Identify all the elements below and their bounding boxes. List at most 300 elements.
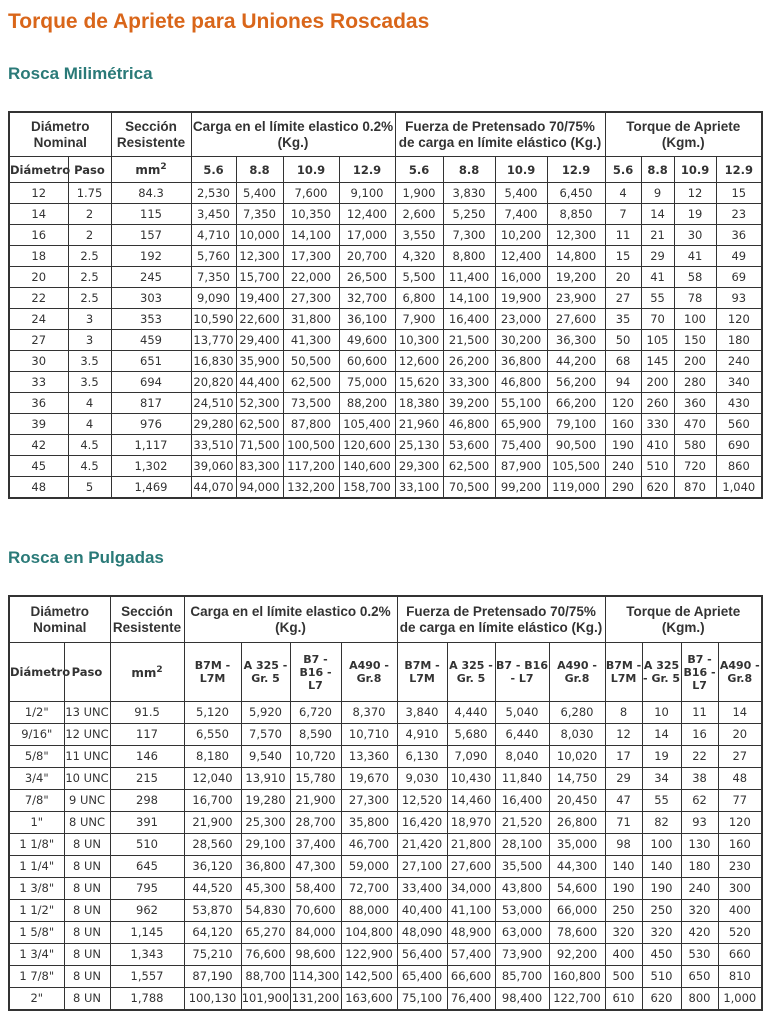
table-cell: 60,600 — [339, 351, 395, 372]
table-cell: 45 — [9, 456, 68, 477]
header-grade-preload-1: 5.6 — [395, 157, 443, 183]
table-cell: 240 — [605, 456, 641, 477]
table-cell: 690 — [716, 435, 762, 456]
table-cell: 31,800 — [283, 309, 339, 330]
table-cell: 29,280 — [191, 414, 236, 435]
table-cell: 19 — [642, 746, 681, 768]
table-cell: 17,300 — [283, 246, 339, 267]
table-cell: 5,250 — [443, 204, 495, 225]
table-cell: 8 UN — [64, 856, 110, 878]
table-cell: 1,343 — [110, 944, 184, 966]
table-cell: 1 1/2" — [9, 900, 64, 922]
table-cell: 44,070 — [191, 477, 236, 499]
table-row — [9, 246, 762, 267]
header-carga-limite: Carga en el límite elastico 0.2% (Kg.) — [191, 112, 395, 157]
table-cell: 140 — [642, 856, 681, 878]
table-cell: 200 — [674, 351, 716, 372]
table-cell: 1 1/4" — [9, 856, 64, 878]
table-cell: 29 — [641, 246, 674, 267]
header-fuerza-pretensado: Fuerza de Pretensado 70/75% de carga en límite elástico (Kg.) — [397, 596, 605, 643]
table-cell: 560 — [716, 414, 762, 435]
table-cell: 35,800 — [341, 812, 397, 834]
table-cell: 620 — [641, 477, 674, 499]
table-cell: 303 — [111, 288, 191, 309]
table-cell: 1 3/4" — [9, 944, 64, 966]
unit-label: mm — [135, 163, 161, 177]
unit-exponent: 2 — [160, 162, 167, 172]
table-cell: 26,500 — [339, 267, 395, 288]
table-cell: 88,000 — [341, 900, 397, 922]
table-cell: 100,130 — [184, 988, 241, 1011]
table-cell: 14,100 — [283, 225, 339, 246]
table-cell: 190 — [605, 878, 642, 900]
table-row — [9, 414, 762, 435]
table-cell: 20,820 — [191, 372, 236, 393]
table-cell: 50 — [605, 330, 641, 351]
table-cell: 36,300 — [547, 330, 605, 351]
table-cell: 46,700 — [341, 834, 397, 856]
table-cell: 14,100 — [443, 288, 495, 309]
table-cell: 43,800 — [495, 878, 549, 900]
table-cell: 245 — [111, 267, 191, 288]
table-cell: 400 — [718, 900, 762, 922]
table-row — [9, 834, 762, 856]
table-cell: 33,100 — [395, 477, 443, 499]
table-cell: 84,000 — [290, 922, 341, 944]
table-cell: 16,830 — [191, 351, 236, 372]
table-cell: 12 — [9, 183, 68, 204]
table-cell: 10,590 — [191, 309, 236, 330]
table-cell: 73,500 — [283, 393, 339, 414]
table-cell: 27,300 — [283, 288, 339, 309]
table-cell: 77 — [718, 790, 762, 812]
table-row — [9, 790, 762, 812]
table-cell: 94,000 — [236, 477, 283, 499]
header-grade-load-4: A490 - Gr.8 — [341, 643, 397, 702]
table-cell: 25,130 — [395, 435, 443, 456]
table-cell: 55 — [641, 288, 674, 309]
table-cell: 660 — [718, 944, 762, 966]
table-cell: 9,540 — [241, 746, 290, 768]
header-grade-preload-3: B7 - B16 - L7 — [495, 643, 549, 702]
table-cell: 2" — [9, 988, 64, 1011]
table-cell: 53,600 — [443, 435, 495, 456]
table-cell: 6,450 — [547, 183, 605, 204]
table-cell: 459 — [111, 330, 191, 351]
table-cell: 8,850 — [547, 204, 605, 225]
table-cell: 120 — [718, 812, 762, 834]
table-cell: 3 — [68, 309, 111, 330]
table-cell: 66,000 — [549, 900, 605, 922]
table-row — [9, 435, 762, 456]
header-torque-apriete: Torque de Apriete (Kgm.) — [605, 112, 762, 157]
table-cell: 104,800 — [341, 922, 397, 944]
table-cell: 12,300 — [236, 246, 283, 267]
table-cell: 163,600 — [341, 988, 397, 1011]
table-cell: 29,100 — [241, 834, 290, 856]
table-cell: 20 — [9, 267, 68, 288]
table-cell: 16,420 — [397, 812, 447, 834]
header-grade-load-2: 8.8 — [236, 157, 283, 183]
table-cell: 76,600 — [241, 944, 290, 966]
table-cell: 330 — [641, 414, 674, 435]
table-cell: 260 — [641, 393, 674, 414]
table-cell: 44,200 — [547, 351, 605, 372]
table-cell: 1/2" — [9, 702, 64, 724]
table-cell: 18,380 — [395, 393, 443, 414]
table-cell: 44,300 — [549, 856, 605, 878]
table-cell: 5,120 — [184, 702, 241, 724]
table-cell: 180 — [716, 330, 762, 351]
inch-section-title: Rosca en Pulgadas — [8, 548, 164, 567]
table-cell: 27 — [605, 288, 641, 309]
table-cell: 21,500 — [443, 330, 495, 351]
table-cell: 15,620 — [395, 372, 443, 393]
header-grade-load-2: A 325 - Gr. 5 — [241, 643, 290, 702]
table-cell: 53,000 — [495, 900, 549, 922]
table-cell: 85,700 — [495, 966, 549, 988]
table-cell: 11,400 — [443, 267, 495, 288]
table-cell: 49,600 — [339, 330, 395, 351]
header-grade-torque-4: A490 - Gr.8 — [718, 643, 762, 702]
table-cell: 93 — [716, 288, 762, 309]
header-grade-load-1: 5.6 — [191, 157, 236, 183]
table-cell: 7,350 — [191, 267, 236, 288]
table-cell: 78 — [674, 288, 716, 309]
table-cell: 75,210 — [184, 944, 241, 966]
table-cell: 142,500 — [341, 966, 397, 988]
table-cell: 7,400 — [495, 204, 547, 225]
table-row — [9, 812, 762, 834]
table-cell: 35 — [605, 309, 641, 330]
table-cell: 580 — [674, 435, 716, 456]
table-cell: 48 — [718, 768, 762, 790]
table-cell: 119,000 — [547, 477, 605, 499]
table-cell: 19,670 — [341, 768, 397, 790]
table-cell: 48,090 — [397, 922, 447, 944]
table-cell: 39,200 — [443, 393, 495, 414]
table-cell: 5 — [68, 477, 111, 499]
table-cell: 39 — [9, 414, 68, 435]
table-cell: 5,400 — [236, 183, 283, 204]
table-cell: 35,500 — [495, 856, 549, 878]
table-cell: 10,430 — [447, 768, 495, 790]
table-cell: 298 — [110, 790, 184, 812]
table-cell: 860 — [716, 456, 762, 477]
table-cell: 100 — [674, 309, 716, 330]
header-diametro: Diámetro — [9, 643, 64, 702]
table-cell: 11,840 — [495, 768, 549, 790]
table-row — [9, 900, 762, 922]
table-cell: 71,500 — [236, 435, 283, 456]
table-cell: 8,180 — [184, 746, 241, 768]
table-cell: 29,400 — [236, 330, 283, 351]
table-cell: 130 — [681, 834, 718, 856]
inch-table-body — [9, 702, 762, 1011]
table-cell: 190 — [642, 878, 681, 900]
table-cell: 58 — [674, 267, 716, 288]
header-grade-preload-2: 8.8 — [443, 157, 495, 183]
table-cell: 22,600 — [236, 309, 283, 330]
table-cell: 33,300 — [443, 372, 495, 393]
table-row — [9, 225, 762, 246]
table-cell: 36,100 — [339, 309, 395, 330]
table-cell: 650 — [681, 966, 718, 988]
table-cell: 9,100 — [339, 183, 395, 204]
table-cell: 41,300 — [283, 330, 339, 351]
table-cell: 290 — [605, 477, 641, 499]
table-cell: 4 — [605, 183, 641, 204]
table-cell: 92,200 — [549, 944, 605, 966]
table-cell: 8 UN — [64, 834, 110, 856]
header-fuerza-pretensado: Fuerza de Pretensado 70/75% de carga en límite elástico (Kg.) — [395, 112, 605, 157]
table-cell: 470 — [674, 414, 716, 435]
table-cell: 20,700 — [339, 246, 395, 267]
table-cell: 230 — [718, 856, 762, 878]
table-cell: 158,700 — [339, 477, 395, 499]
table-cell: 79,100 — [547, 414, 605, 435]
page-title: Torque de Apriete para Uniones Roscadas — [8, 10, 430, 33]
table-row — [9, 966, 762, 988]
table-cell: 20 — [605, 267, 641, 288]
table-cell: 24 — [9, 309, 68, 330]
table-cell: 200 — [641, 372, 674, 393]
table-cell: 976 — [111, 414, 191, 435]
table-cell: 58,400 — [290, 878, 341, 900]
header-mm2 — [110, 643, 184, 702]
table-cell: 11 UNC — [64, 746, 110, 768]
table-cell: 19,900 — [495, 288, 547, 309]
table-cell: 75,000 — [339, 372, 395, 393]
table-cell: 9,090 — [191, 288, 236, 309]
table-cell: 65,900 — [495, 414, 547, 435]
header-grade-preload-3: 10.9 — [495, 157, 547, 183]
header-grade-preload-2: A 325 - Gr. 5 — [447, 643, 495, 702]
table-cell: 400 — [605, 944, 642, 966]
table-cell: 4,710 — [191, 225, 236, 246]
table-cell: 10 UNC — [64, 768, 110, 790]
table-cell: 8,040 — [495, 746, 549, 768]
table-cell: 76,400 — [447, 988, 495, 1011]
table-cell: 6,280 — [549, 702, 605, 724]
table-cell: 146 — [110, 746, 184, 768]
table-cell: 88,700 — [241, 966, 290, 988]
table-cell: 66,600 — [447, 966, 495, 988]
table-cell: 19,200 — [547, 267, 605, 288]
table-cell: 240 — [681, 878, 718, 900]
header-grade-torque-3: B7 - B16 - L7 — [681, 643, 718, 702]
table-cell: 2,600 — [395, 204, 443, 225]
table-row — [9, 393, 762, 414]
table-cell: 870 — [674, 477, 716, 499]
table-cell: 1,302 — [111, 456, 191, 477]
table-cell: 12 — [674, 183, 716, 204]
table-cell: 21,960 — [395, 414, 443, 435]
table-cell: 93 — [681, 812, 718, 834]
table-cell: 8 UNC — [64, 812, 110, 834]
header-seccion-resistente: Sección Resistente — [110, 596, 184, 643]
table-cell: 180 — [681, 856, 718, 878]
table-cell: 10,300 — [395, 330, 443, 351]
table-cell: 1 1/8" — [9, 834, 64, 856]
table-cell: 11 — [605, 225, 641, 246]
table-cell: 1,145 — [110, 922, 184, 944]
table-cell: 13,360 — [341, 746, 397, 768]
table-cell: 145 — [641, 351, 674, 372]
table-cell: 510 — [110, 834, 184, 856]
table-cell: 88,200 — [339, 393, 395, 414]
header-diametro-nominal: Diámetro Nominal — [9, 112, 111, 157]
table-cell: 215 — [110, 768, 184, 790]
table-cell: 10,020 — [549, 746, 605, 768]
table-cell: 410 — [641, 435, 674, 456]
table-cell: 50,500 — [283, 351, 339, 372]
table-row — [9, 944, 762, 966]
table-cell: 2.5 — [68, 246, 111, 267]
table-cell: 4.5 — [68, 435, 111, 456]
table-cell: 57,400 — [447, 944, 495, 966]
table-cell: 1 7/8" — [9, 966, 64, 988]
table-cell: 62,500 — [443, 456, 495, 477]
table-cell: 34,000 — [447, 878, 495, 900]
table-cell: 24,510 — [191, 393, 236, 414]
table-cell: 87,190 — [184, 966, 241, 988]
table-cell: 105 — [641, 330, 674, 351]
table-cell: 33 — [9, 372, 68, 393]
table-cell: 150 — [674, 330, 716, 351]
metric-section-title: Rosca Milimétrica — [8, 64, 153, 83]
table-cell: 2.5 — [68, 267, 111, 288]
table-cell: 36,120 — [184, 856, 241, 878]
table-cell: 2,530 — [191, 183, 236, 204]
table-row — [9, 267, 762, 288]
table-cell: 29 — [605, 768, 642, 790]
table-cell: 10,720 — [290, 746, 341, 768]
table-cell: 100,500 — [283, 435, 339, 456]
table-cell: 7,570 — [241, 724, 290, 746]
table-cell: 9,030 — [397, 768, 447, 790]
table-cell: 11 — [681, 702, 718, 724]
table-cell: 6,720 — [290, 702, 341, 724]
table-cell: 19,280 — [241, 790, 290, 812]
table-cell: 72,700 — [341, 878, 397, 900]
table-cell: 5,760 — [191, 246, 236, 267]
table-cell: 8,800 — [443, 246, 495, 267]
table-cell: 9 — [641, 183, 674, 204]
header-grade-torque-1: 5.6 — [605, 157, 641, 183]
table-cell: 26,200 — [443, 351, 495, 372]
table-cell: 610 — [605, 988, 642, 1011]
table-cell: 14 — [642, 724, 681, 746]
table-cell: 12 — [605, 724, 642, 746]
table-cell: 30,200 — [495, 330, 547, 351]
table-cell: 8,370 — [341, 702, 397, 724]
table-cell: 6,440 — [495, 724, 549, 746]
table-cell: 12,520 — [397, 790, 447, 812]
table-row — [9, 204, 762, 225]
table-cell: 105,500 — [547, 456, 605, 477]
table-cell: 122,700 — [549, 988, 605, 1011]
table-cell: 694 — [111, 372, 191, 393]
header-carga-limite: Carga en el límite elastico 0.2% (Kg.) — [184, 596, 397, 643]
table-cell: 250 — [642, 900, 681, 922]
table-cell: 5,500 — [395, 267, 443, 288]
header-grade-load-3: B7 - B16 - L7 — [290, 643, 341, 702]
table-cell: 3,450 — [191, 204, 236, 225]
table-cell: 5,680 — [447, 724, 495, 746]
table-cell: 280 — [674, 372, 716, 393]
table-cell: 15,700 — [236, 267, 283, 288]
table-cell: 115 — [111, 204, 191, 225]
table-cell: 1,117 — [111, 435, 191, 456]
table-cell: 120 — [716, 309, 762, 330]
table-cell: 12 UNC — [64, 724, 110, 746]
table-cell: 7 — [605, 204, 641, 225]
table-cell: 6,550 — [184, 724, 241, 746]
table-cell: 10 — [642, 702, 681, 724]
table-row — [9, 183, 762, 204]
header-grade-load-4: 12.9 — [339, 157, 395, 183]
table-cell: 7,300 — [443, 225, 495, 246]
table-cell: 84.3 — [111, 183, 191, 204]
table-cell: 36,800 — [495, 351, 547, 372]
table-cell: 28,560 — [184, 834, 241, 856]
table-cell: 68 — [605, 351, 641, 372]
table-cell: 320 — [681, 900, 718, 922]
metric-torque-table — [8, 111, 763, 499]
table-cell: 192 — [111, 246, 191, 267]
table-cell: 100 — [642, 834, 681, 856]
table-cell: 450 — [642, 944, 681, 966]
table-cell: 8,590 — [290, 724, 341, 746]
table-cell: 33,400 — [397, 878, 447, 900]
table-cell: 391 — [110, 812, 184, 834]
table-cell: 4 — [68, 393, 111, 414]
table-cell: 1 5/8" — [9, 922, 64, 944]
table-cell: 70,600 — [290, 900, 341, 922]
table-cell: 16,400 — [443, 309, 495, 330]
table-cell: 71 — [605, 812, 642, 834]
table-cell: 10,350 — [283, 204, 339, 225]
table-cell: 18,970 — [447, 812, 495, 834]
table-cell: 3/4" — [9, 768, 64, 790]
table-cell: 17,000 — [339, 225, 395, 246]
header-grade-load-1: B7M - L7M — [184, 643, 241, 702]
table-cell: 5,400 — [495, 183, 547, 204]
table-cell: 2 — [68, 204, 111, 225]
table-cell: 114,300 — [290, 966, 341, 988]
table-cell: 12,600 — [395, 351, 443, 372]
table-cell: 29,300 — [395, 456, 443, 477]
table-row — [9, 372, 762, 393]
table-cell: 27,600 — [447, 856, 495, 878]
table-cell: 120 — [605, 393, 641, 414]
table-cell: 47 — [605, 790, 642, 812]
table-cell: 3.5 — [68, 372, 111, 393]
table-cell: 45,300 — [241, 878, 290, 900]
table-cell: 1 3/8" — [9, 878, 64, 900]
table-cell: 33,510 — [191, 435, 236, 456]
table-cell: 340 — [716, 372, 762, 393]
table-cell: 240 — [716, 351, 762, 372]
table-cell: 19 — [674, 204, 716, 225]
table-cell: 41,100 — [447, 900, 495, 922]
table-cell: 131,200 — [290, 988, 341, 1011]
table-cell: 16 — [9, 225, 68, 246]
table-cell: 157 — [111, 225, 191, 246]
header-torque-apriete: Torque de Apriete (Kgm.) — [605, 596, 762, 643]
unit-exponent: 2 — [156, 664, 163, 675]
